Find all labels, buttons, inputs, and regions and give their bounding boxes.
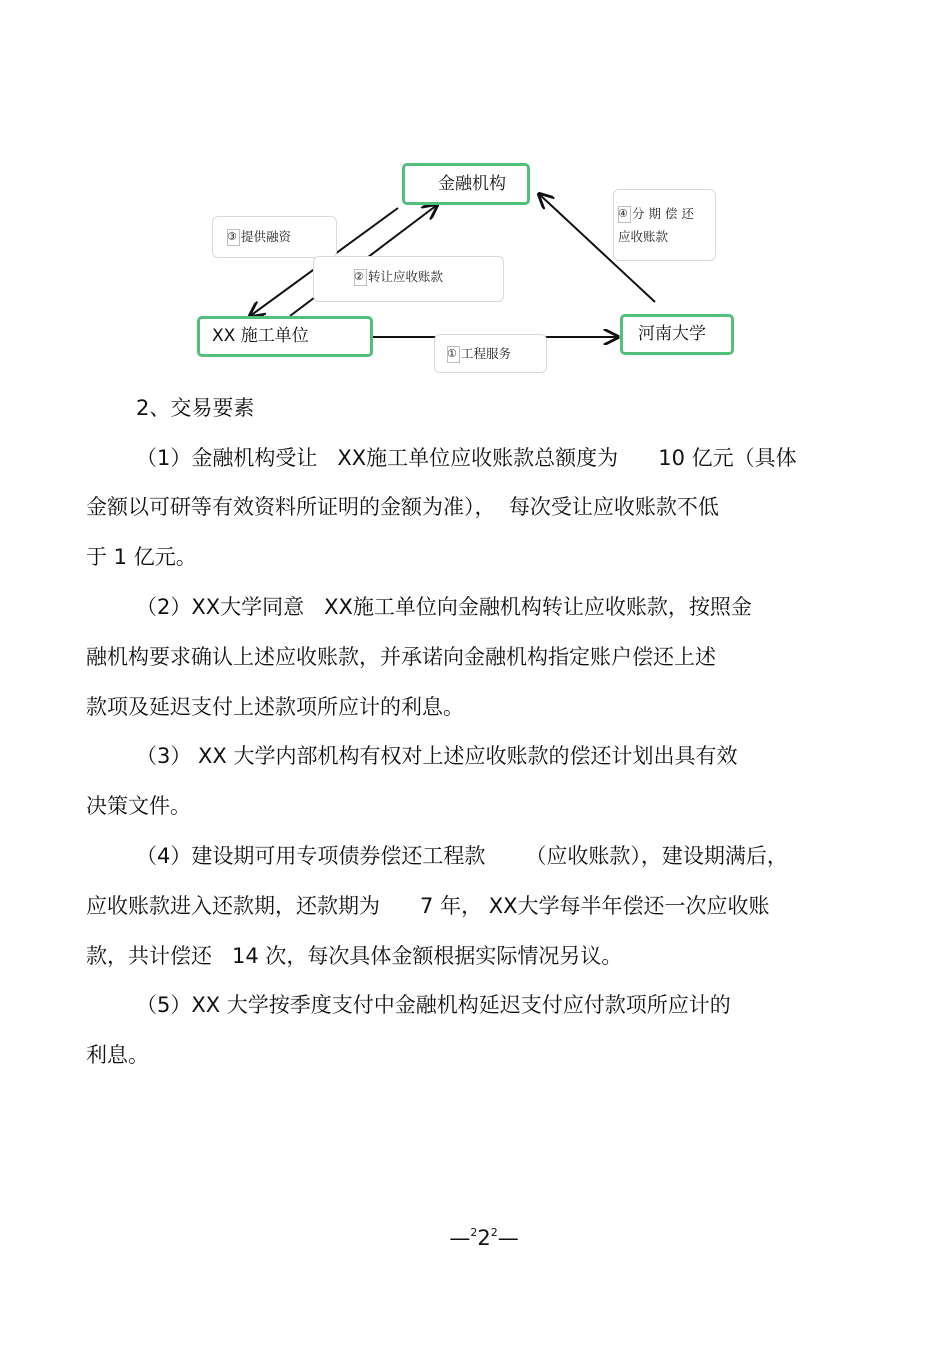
page-number [436,1206,519,1249]
note-provide-financing [212,216,337,258]
node-contractor-label: XX 施工单位 [212,326,309,346]
paragraph-2-line-3: 款项及延迟支付上述款项所应计的利息。 [86,695,464,719]
node-university [620,314,734,355]
note-installment-line2: 应收账款 [618,229,669,244]
paragraph-3-line-2: 决策文件。 [86,794,191,818]
note-engineering-service-text: 工程服务 [461,346,512,361]
paragraph-1-line-3: 于 1 亿元。 [86,545,197,569]
paragraph-4-line-3: 款，共计偿还 14 次，每次具体金额根据实际情况另议。 [86,944,623,968]
footer-dash-left: — [449,1226,471,1250]
paragraph-4-line-2: 应收账款进入还款期，还款期为 7 年， XX大学每半年偿还一次应收账 [86,894,770,918]
footer-sup-left: 2 [470,1226,478,1239]
note-mark-2: ② [354,269,367,286]
paragraph-5-line-2: 利息。 [86,1043,149,1067]
note-provide-financing-text: 提供融资 [241,229,292,244]
node-financial-institution [402,163,530,205]
paragraph-2-line-1: （2）XX大学同意 XX施工单位向金融机构转让应收账款，按照金 [136,595,752,619]
note-mark-4: ④ [618,206,631,223]
note-transfer-receivables-text: 转让应收账款 [368,269,444,284]
note-engineering-service [434,334,547,373]
paragraph-2-line-2: 融机构要求确认上述应收账款，并承诺向金融机构指定账户偿还上述 [86,645,716,669]
section-heading: 2、交易要素 [136,396,255,420]
note-mark-3: ③ [227,229,240,246]
note-installment-repayment [613,189,716,261]
paragraph-3-line-1: （3） XX 大学内部机构有权对上述应收账款的偿还计划出具有效 [136,744,738,768]
footer-dash-right: — [497,1226,519,1250]
paragraph-1-line-2: 金额以可研等有效资料所证明的金额为准）， 每次受让应收账款不低 [86,495,719,519]
paragraph-4-line-1: （4）建设期可用专项债券偿还工程款 （应收账款），建设期满后， [136,844,788,868]
footer-page: 2 [477,1226,491,1250]
note-transfer-receivables [313,256,504,302]
note-mark-1: ① [447,346,460,363]
note-installment-line1: 分 期 偿 还 [632,206,694,221]
node-financial-institution-label: 金融机构 [438,173,506,194]
node-university-label: 河南大学 [638,324,706,344]
footer-sup-right: 2 [490,1226,498,1239]
paragraph-5-line-1: （5）XX 大学按季度支付中金融机构延迟支付应付款项所应计的 [136,993,731,1017]
paragraph-1-line-1: （1）金融机构受让 XX施工单位应收账款总额度为 10 亿元（具体 [136,446,797,470]
node-contractor [197,316,373,357]
